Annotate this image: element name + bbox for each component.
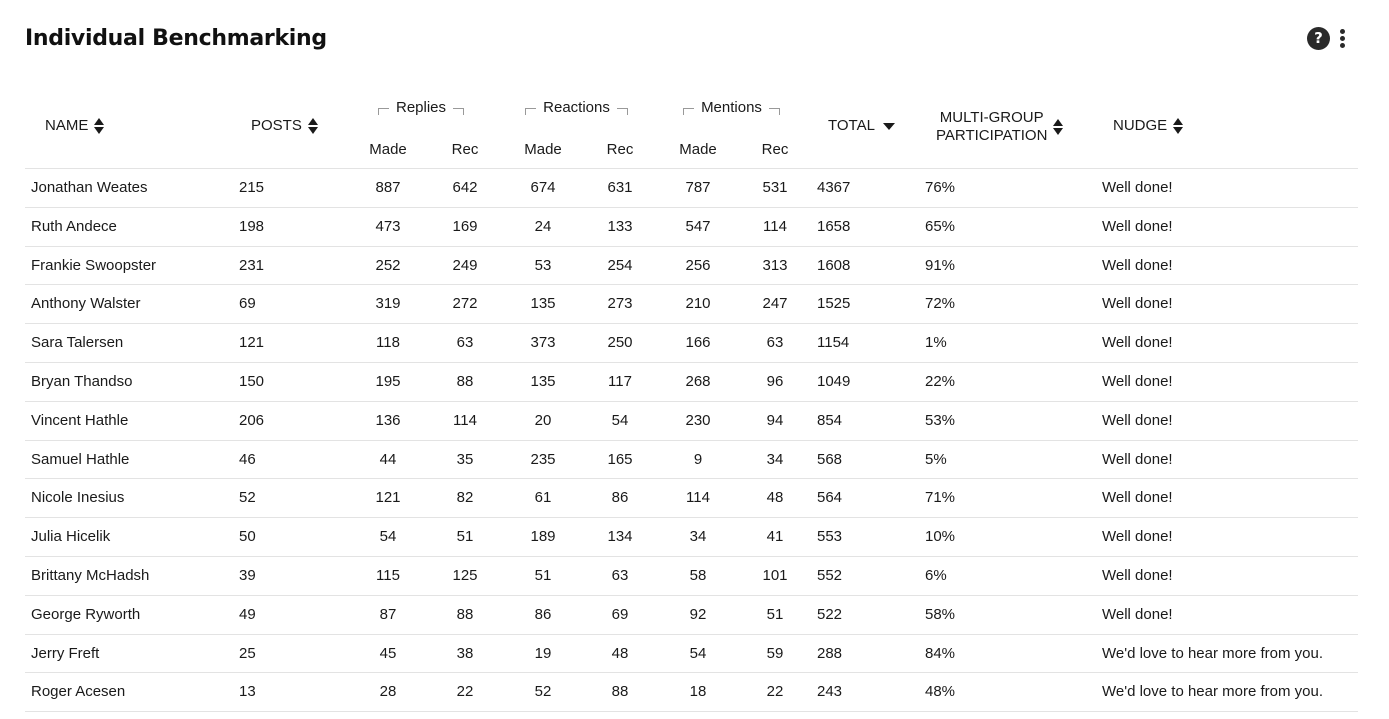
cell-name: Brittany McHadsh <box>31 567 150 584</box>
table-row <box>25 246 1358 285</box>
sort-multi-group-header[interactable] <box>936 109 1064 145</box>
cell-name: Julia Hicelik <box>31 528 111 546</box>
cell-name: Ruth Andece <box>31 217 117 235</box>
cell-total: 4367 <box>817 179 851 196</box>
replies-made-header: Made <box>369 141 407 158</box>
reactions-made-header: Made <box>524 141 562 158</box>
cell-mentions-rec: 51 <box>766 605 784 623</box>
cell-total: 568 <box>817 450 843 468</box>
sort-icon <box>308 118 319 134</box>
cell-replies-rec: 88 <box>456 605 474 623</box>
cell-name: Jerry Freft <box>31 644 100 662</box>
cell-reactions-made: 20 <box>534 411 552 429</box>
cell-name: Vincent Hathle <box>31 411 129 429</box>
cell-multi: 84% <box>925 644 956 662</box>
replies-rec-header: Rec <box>451 141 479 158</box>
cell-posts: 150 <box>239 373 265 390</box>
cell-name: George Ryworth <box>31 605 141 623</box>
cell-multi: 48% <box>925 683 956 701</box>
cell-mentions-rec: 22 <box>766 683 784 701</box>
table-row <box>25 517 1358 556</box>
cell-total: 1658 <box>817 217 851 235</box>
cell-reactions-rec: 250 <box>607 334 633 352</box>
cell-multi: 58% <box>925 605 956 623</box>
cell-total: 1049 <box>817 373 851 390</box>
cell-multi: 91% <box>925 256 956 274</box>
cell-mentions-rec: 247 <box>762 295 788 313</box>
cell-mentions-made: 54 <box>689 644 707 662</box>
cell-reactions-rec: 631 <box>607 179 633 196</box>
cell-replies-rec: 63 <box>456 334 474 352</box>
cell-replies-rec: 169 <box>452 217 478 235</box>
cell-reactions-made: 52 <box>534 683 552 701</box>
cell-posts: 215 <box>239 179 265 196</box>
cell-nudge: Well done! <box>1102 373 1173 390</box>
cell-mentions-rec: 41 <box>766 528 784 546</box>
sort-name-header[interactable] <box>45 117 105 134</box>
cell-nudge: Well done! <box>1102 567 1173 584</box>
cell-name: Sara Talersen <box>31 334 124 352</box>
table-row <box>25 207 1358 246</box>
sort-icon <box>1053 119 1064 135</box>
cell-mentions-made: 166 <box>685 334 711 352</box>
cell-mentions-made: 18 <box>689 683 707 701</box>
nudge-header-label: NUDGE <box>1113 117 1168 134</box>
cell-mentions-rec: 63 <box>766 334 784 352</box>
cell-posts: 50 <box>239 528 256 546</box>
cell-posts: 46 <box>239 450 256 468</box>
sort-descending-icon <box>883 123 895 130</box>
cell-name: Roger Acesen <box>31 683 126 701</box>
cell-reactions-made: 135 <box>530 295 556 313</box>
table-row <box>25 284 1358 323</box>
sort-icon <box>94 118 105 134</box>
cell-total: 854 <box>817 411 843 429</box>
cell-mentions-made: 256 <box>685 256 711 274</box>
cell-multi: 65% <box>925 217 956 235</box>
cell-mentions-made: 92 <box>689 605 707 623</box>
cell-replies-rec: 82 <box>456 489 474 507</box>
cell-multi: 22% <box>925 373 956 390</box>
cell-reactions-made: 373 <box>530 334 556 352</box>
cell-mentions-rec: 94 <box>766 411 784 429</box>
cell-mentions-made: 230 <box>685 411 711 429</box>
cell-reactions-rec: 48 <box>611 644 629 662</box>
more-vertical-icon[interactable] <box>1337 29 1347 51</box>
cell-replies-made: 121 <box>375 489 401 507</box>
cell-total: 1608 <box>817 256 851 274</box>
mentions-rec-header: Rec <box>761 141 789 158</box>
cell-multi: 71% <box>925 489 956 507</box>
cell-nudge: Well done! <box>1102 295 1173 313</box>
cell-replies-rec: 38 <box>456 644 474 662</box>
table-row <box>25 595 1358 634</box>
cell-replies-rec: 272 <box>452 295 478 313</box>
cell-reactions-rec: 134 <box>607 528 633 546</box>
cell-multi: 10% <box>925 528 956 546</box>
cell-nudge: Well done! <box>1102 450 1173 468</box>
cell-name: Samuel Hathle <box>31 450 130 468</box>
cell-total: 1154 <box>817 334 850 352</box>
cell-replies-rec: 88 <box>456 373 474 390</box>
cell-nudge: Well done! <box>1102 179 1173 196</box>
cell-reactions-made: 86 <box>534 605 552 623</box>
cell-nudge: We'd love to hear more from you. <box>1102 644 1324 662</box>
mentions-group-header <box>683 99 780 116</box>
cell-nudge: Well done! <box>1102 411 1173 429</box>
cell-reactions-rec: 86 <box>611 489 629 507</box>
sort-total-header[interactable] <box>828 117 895 134</box>
cell-multi: 76% <box>925 179 956 196</box>
cell-posts: 52 <box>239 489 256 507</box>
reactions-group-header <box>525 99 628 116</box>
cell-reactions-rec: 117 <box>608 373 632 390</box>
cell-posts: 231 <box>239 256 265 274</box>
cell-reactions-rec: 63 <box>611 567 629 584</box>
replies-group-header <box>378 99 464 116</box>
cell-nudge: Well done! <box>1102 217 1173 235</box>
cell-posts: 39 <box>239 567 256 584</box>
cell-reactions-rec: 273 <box>607 295 633 313</box>
cell-reactions-made: 53 <box>534 256 552 274</box>
cell-multi: 5% <box>925 450 947 468</box>
cell-name: Frankie Swoopster <box>31 256 157 274</box>
cell-reactions-rec: 254 <box>607 256 633 274</box>
table-row <box>25 440 1358 479</box>
cell-multi: 1% <box>925 334 947 352</box>
cell-posts: 49 <box>239 605 256 623</box>
cell-replies-made: 195 <box>375 373 401 390</box>
sort-icon <box>1173 118 1184 134</box>
cell-posts: 25 <box>239 644 256 662</box>
cell-replies-rec: 51 <box>456 528 474 546</box>
cell-replies-rec: 642 <box>452 179 478 196</box>
cell-replies-made: 54 <box>379 528 397 546</box>
cell-multi: 53% <box>925 411 956 429</box>
cell-replies-made: 319 <box>375 295 401 313</box>
cell-replies-made: 45 <box>379 644 397 662</box>
cell-reactions-rec: 54 <box>611 411 629 429</box>
cell-nudge: Well done! <box>1102 528 1173 546</box>
cell-reactions-rec: 88 <box>611 683 629 701</box>
posts-header-label: POSTS <box>251 117 302 134</box>
cell-replies-made: 887 <box>375 179 401 196</box>
cell-mentions-rec: 59 <box>766 644 784 662</box>
cell-mentions-rec: 96 <box>766 373 784 390</box>
cell-posts: 69 <box>239 295 256 313</box>
cell-posts: 121 <box>239 334 265 352</box>
cell-name: Nicole Inesius <box>31 489 125 507</box>
replies-label: Replies <box>395 99 447 116</box>
cell-replies-made: 44 <box>379 450 397 468</box>
total-header-label: TOTAL <box>828 117 875 134</box>
cell-reactions-made: 51 <box>534 567 552 584</box>
cell-replies-rec: 35 <box>456 450 474 468</box>
cell-total: 288 <box>817 644 843 662</box>
cell-reactions-rec: 69 <box>611 605 629 623</box>
cell-reactions-made: 19 <box>534 644 552 662</box>
cell-reactions-made: 189 <box>530 528 556 546</box>
cell-total: 243 <box>817 683 843 701</box>
mentions-label: Mentions <box>701 99 762 116</box>
cell-mentions-rec: 114 <box>763 217 787 235</box>
cell-replies-made: 115 <box>376 567 400 584</box>
cell-replies-made: 473 <box>375 217 401 235</box>
cell-posts: 13 <box>239 683 256 701</box>
cell-nudge: Well done! <box>1102 489 1173 507</box>
cell-name: Bryan Thandso <box>31 373 133 390</box>
cell-replies-rec: 125 <box>452 567 478 584</box>
cell-mentions-made: 58 <box>689 567 707 584</box>
cell-total: 1525 <box>817 295 851 313</box>
sort-posts-header[interactable] <box>251 117 319 134</box>
reactions-rec-header: Rec <box>606 141 634 158</box>
cell-replies-made: 252 <box>375 256 401 274</box>
cell-mentions-made: 114 <box>686 489 710 507</box>
cell-mentions-rec: 531 <box>762 179 788 196</box>
cell-nudge: Well done! <box>1102 256 1173 274</box>
cell-multi: 6% <box>925 567 947 584</box>
cell-replies-rec: 114 <box>453 411 477 429</box>
page-title: Individual Benchmarking <box>25 26 327 51</box>
cell-mentions-made: 210 <box>685 295 711 313</box>
cell-mentions-made: 9 <box>693 450 703 468</box>
table-row <box>25 168 1358 207</box>
cell-replies-made: 87 <box>379 605 397 623</box>
cell-name: Jonathan Weates <box>31 179 148 196</box>
name-header-label: NAME <box>45 117 89 134</box>
table-row <box>25 634 1358 673</box>
table-row <box>25 672 1358 712</box>
multi-group-header-label-1: MULTI-GROUP <box>939 109 1044 126</box>
table-row <box>25 323 1358 362</box>
cell-replies-made: 28 <box>379 683 397 701</box>
cell-reactions-rec: 133 <box>607 217 633 235</box>
cell-mentions-made: 787 <box>685 179 711 196</box>
cell-posts: 206 <box>239 411 265 429</box>
cell-total: 564 <box>817 489 843 507</box>
cell-reactions-made: 24 <box>534 217 552 235</box>
cell-mentions-rec: 48 <box>766 489 784 507</box>
table-row <box>25 478 1358 517</box>
cell-total: 553 <box>817 528 843 546</box>
cell-reactions-made: 674 <box>530 179 556 196</box>
mentions-made-header: Made <box>679 141 717 158</box>
cell-posts: 198 <box>239 217 265 235</box>
cell-replies-made: 136 <box>375 411 401 429</box>
multi-group-header-label-2: PARTICIPATION <box>936 127 1048 144</box>
cell-total: 522 <box>817 605 843 623</box>
cell-reactions-rec: 165 <box>607 450 633 468</box>
cell-mentions-rec: 313 <box>762 256 788 274</box>
cell-reactions-made: 235 <box>530 450 556 468</box>
cell-mentions-made: 268 <box>685 373 711 390</box>
cell-reactions-made: 135 <box>530 373 556 390</box>
cell-mentions-rec: 101 <box>762 567 788 584</box>
table-row <box>25 362 1358 401</box>
table-row <box>25 401 1358 440</box>
cell-replies-made: 118 <box>376 334 400 352</box>
cell-multi: 72% <box>925 295 956 313</box>
table-row <box>25 556 1358 595</box>
cell-nudge: We'd love to hear more from you. <box>1102 683 1324 701</box>
cell-replies-rec: 22 <box>456 683 474 701</box>
help-icon[interactable]: ? <box>1307 27 1330 50</box>
cell-mentions-made: 34 <box>689 528 707 546</box>
cell-mentions-made: 547 <box>685 217 711 235</box>
cell-name: Anthony Walster <box>31 295 141 313</box>
cell-total: 552 <box>817 567 843 584</box>
cell-mentions-rec: 34 <box>766 450 784 468</box>
cell-reactions-made: 61 <box>534 489 552 507</box>
cell-nudge: Well done! <box>1102 605 1173 623</box>
cell-nudge: Well done! <box>1102 334 1173 352</box>
cell-replies-rec: 249 <box>452 256 478 274</box>
sort-nudge-header[interactable] <box>1113 117 1184 134</box>
reactions-label: Reactions <box>543 99 610 116</box>
